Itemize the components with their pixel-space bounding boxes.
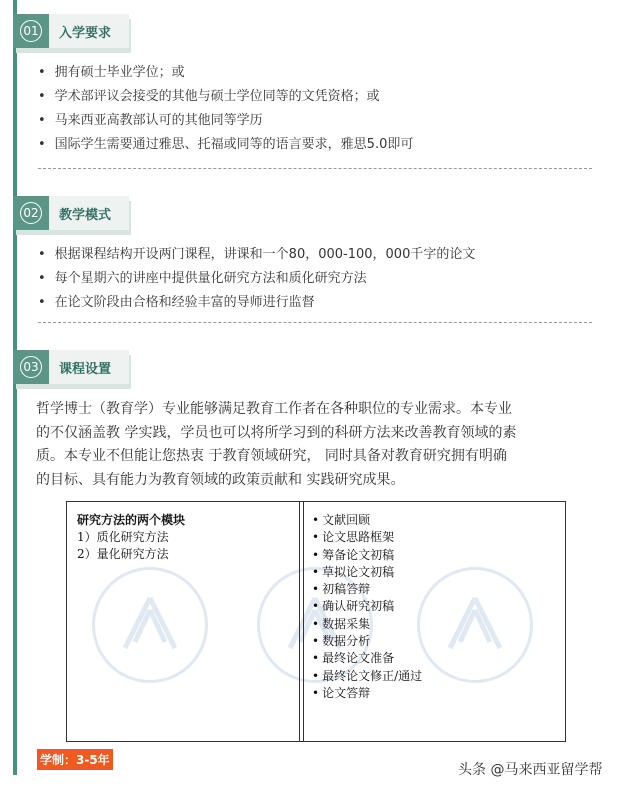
section-number-badge: 01: [13, 14, 49, 48]
stage-item: • 最终论文修正/通过: [312, 668, 422, 685]
divider: [38, 168, 592, 169]
list-item: • 拥有硕士毕业学位；或: [38, 61, 413, 85]
section-number-badge: 02: [13, 196, 49, 230]
methods-title: 研究方法的两个模块: [77, 513, 186, 527]
list-item: • 国际学生需要通过雅思、托福或同等的语言要求，雅思5.0即可: [38, 133, 413, 157]
paragraph-line: 哲学博士（教育学）专业能够满足教育工作者在各种职位的专业需求。本专业: [36, 401, 512, 417]
method-item: 1）质化研究方法: [77, 530, 169, 544]
section-number-badge: 03: [13, 350, 49, 384]
section-header-teaching: [13, 196, 129, 230]
watermark-logo: [92, 567, 208, 683]
section-title: 入学要求: [49, 14, 129, 48]
admission-list: [38, 61, 413, 157]
list-item: • 根据课程结构开设两门课程，讲课和一个80，000-100，000千字的论文: [38, 243, 475, 267]
source-credit: 头条 @马来西亚留学帮: [458, 762, 603, 778]
stage-item: • 数据采集: [312, 616, 422, 633]
section-title: 教学模式: [49, 196, 129, 230]
section-header-admission: [13, 14, 129, 48]
stage-item: • 筹备论文初稿: [312, 547, 422, 564]
stage-item: • 论文答辩: [312, 685, 422, 702]
paragraph-line: 质。本专业不但能让您热衷 于教育领域研究， 同时具备对教育研究拥有明确: [36, 448, 507, 464]
stage-item: • 论文思路框架: [312, 529, 422, 546]
stages-column: [312, 512, 422, 702]
list-item: • 在论文阶段由合格和经验丰富的导师进行监督: [38, 291, 475, 315]
paragraph-line: 的不仅涵盖教 学实践，学员也可以将所学习到的科研方法来改善教育领域的素: [36, 424, 517, 441]
teaching-list: [38, 243, 475, 315]
column-divider: [299, 502, 300, 741]
course-description: [36, 398, 596, 492]
column-divider: [303, 502, 304, 741]
stage-item: • 初稿答辩: [312, 581, 422, 598]
stage-item: • 文献回顾: [312, 512, 422, 529]
list-item: • 每个星期六的讲座中提供量化研究方法和质化研究方法: [38, 267, 475, 291]
methods-column: [77, 512, 185, 563]
stage-item: • 最终论文准备: [312, 650, 422, 667]
stage-item: • 数据分析: [312, 633, 422, 650]
list-item: • 学术部评议会接受的其他与硕士学位同等的文凭资格；或: [38, 85, 413, 109]
watermark-logo: [417, 567, 533, 683]
paragraph-line: 的目标、具有能力为教育领域的政策贡献和 实践研究成果。: [36, 471, 405, 488]
duration-badge: 学制：3-5年: [37, 749, 113, 770]
research-stages-figure: [66, 501, 566, 742]
section-header-course: [13, 350, 129, 384]
stage-item: • 确认研究初稿: [312, 598, 422, 615]
list-item: • 马来西亚高教部认可的其他同等学历: [38, 109, 413, 133]
stage-item: • 草拟论文初稿: [312, 564, 422, 581]
divider: [38, 322, 592, 323]
section-title: 课程设置: [49, 350, 129, 384]
method-item: 2）量化研究方法: [77, 547, 169, 561]
